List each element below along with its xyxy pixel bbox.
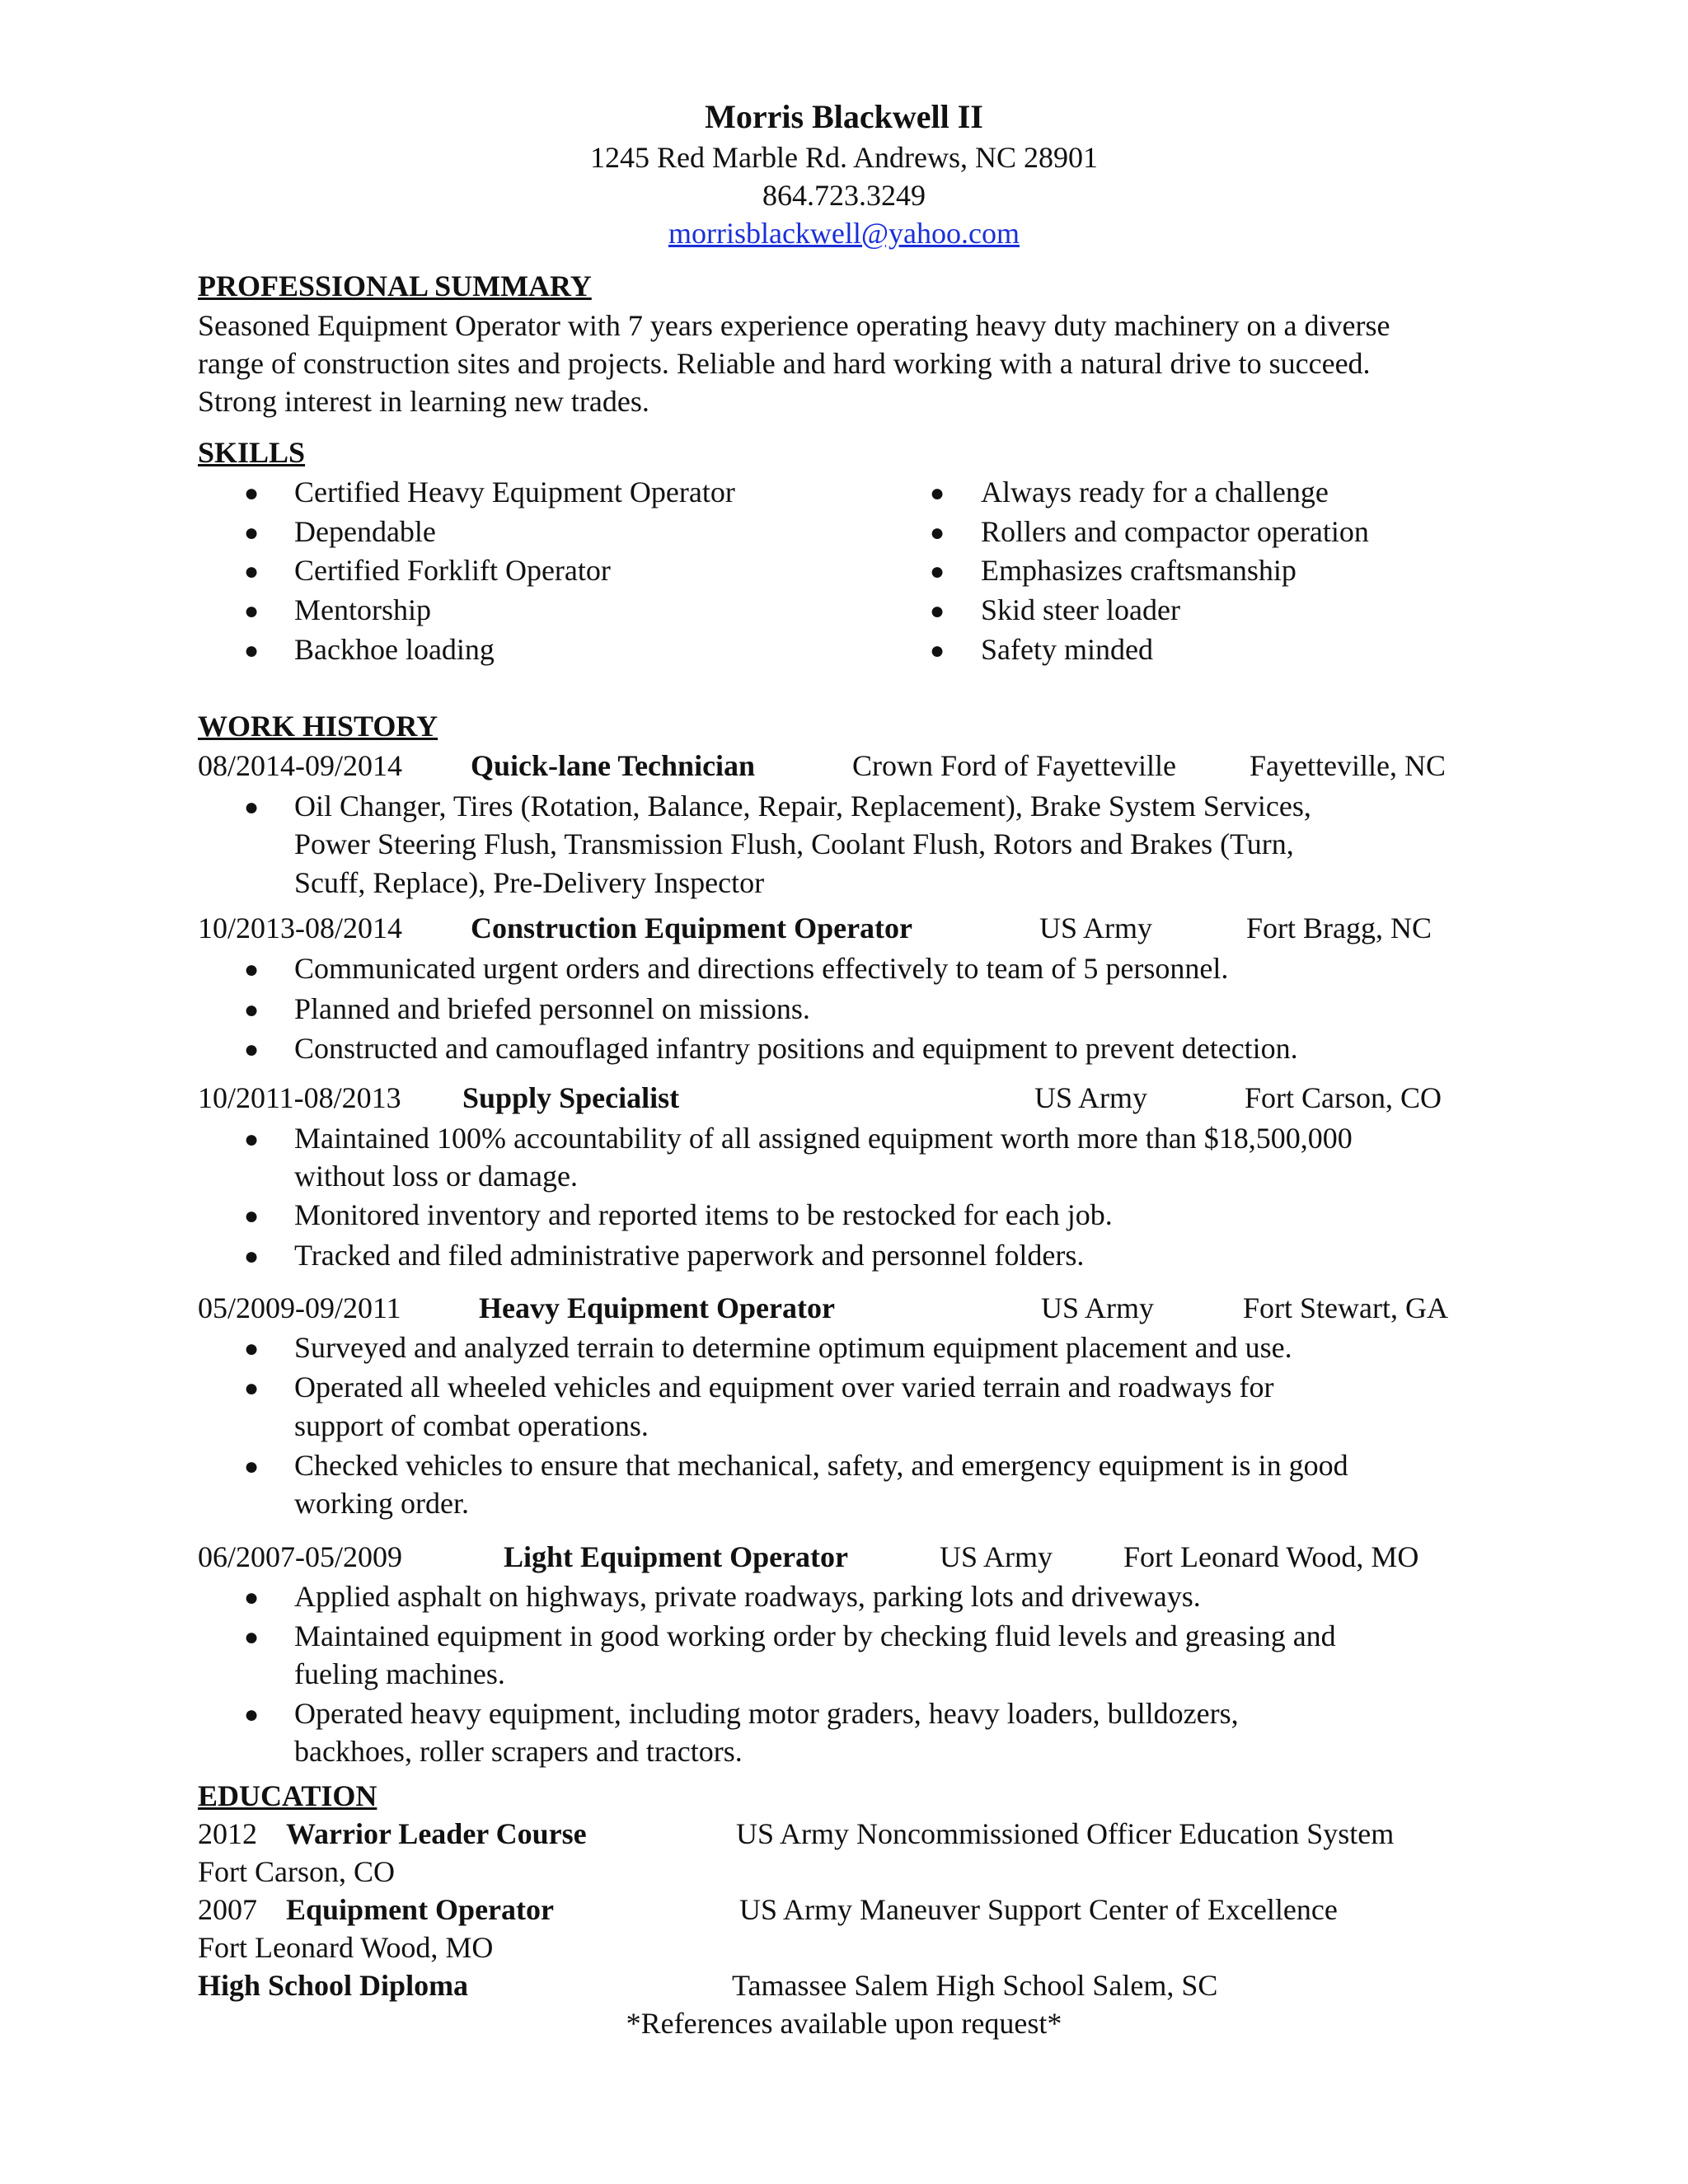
bullet-icon: ● [244,956,260,983]
job-bullet-line: Operated heavy equipment, including motor graders, heavy loaders, bulldozers, [294,1697,1239,1730]
bullet-icon: ● [244,1375,260,1402]
summary-line: Strong interest in learning new trades. [198,385,649,418]
bullet-icon: ● [244,1453,260,1480]
education-credential: High School Diploma [198,1969,469,2002]
job-bullet-line: Oil Changer, Tires (Rotation, Balance, Repair, Replacement), Brake System Services, [294,790,1311,823]
bullet-icon: ● [930,480,945,507]
job-location: Fort Bragg, NC [1246,912,1432,944]
bullet-icon: ● [930,558,945,585]
job-bullet-line: Monitored inventory and reported items to be restocked for each job. [294,1198,1113,1231]
job-bullet-line: Operated all wheeled vehicles and equipment over varied terrain and roadways for [294,1371,1274,1404]
bullet-icon: ● [244,996,260,1024]
candidate-name: Morris Blackwell II [705,98,983,135]
job-bullet-line: fueling machines. [294,1657,505,1690]
education-year: 2007 [198,1893,257,1926]
education-location: Fort Leonard Wood, MO [198,1931,494,1964]
bullet-icon: ● [244,1701,260,1728]
summary-line: Seasoned Equipment Operator with 7 years experience operating heavy duty machinery on a diverse [198,309,1390,342]
phone: 864.723.3249 [762,179,926,212]
job-employer: US Army [1034,1081,1148,1114]
job-title: Supply Specialist [462,1081,680,1114]
job-title: Light Equipment Operator [504,1540,849,1573]
job-bullet-line: Constructed and camouflaged infantry positions and equipment to prevent detection. [294,1032,1298,1065]
education-institution: US Army Maneuver Support Center of Excellence [739,1893,1338,1926]
education-heading: EDUCATION [198,1779,377,1812]
job-bullet-line: Tracked and filed administrative paperwork and personnel folders. [294,1239,1085,1272]
education-credential: Equipment Operator [286,1893,555,1926]
job-bullet-line: without loss or damage. [294,1160,578,1193]
job-bullet-line: Scuff, Replace), Pre-Delivery Inspector [294,866,765,899]
skills-heading: SKILLS [198,436,306,469]
job-bullet-line: Planned and briefed personnel on missions. [294,992,810,1025]
job-employer: Crown Ford of Fayetteville [852,749,1176,782]
job-bullet-line: Applied asphalt on highways, private roadways, parking lots and driveways. [294,1580,1201,1613]
skill-item: Safety minded [981,633,1153,666]
job-employer: US Army [1039,912,1153,944]
bullet-icon: ● [244,558,260,585]
job-location: Fayetteville, NC [1250,749,1446,782]
job-title: Construction Equipment Operator [471,912,913,944]
bullet-icon: ● [244,1202,260,1230]
bullet-icon: ● [244,1243,260,1270]
bullet-icon: ● [930,637,945,664]
skill-item: Backhoe loading [294,633,495,666]
skill-item: Dependable [294,515,436,548]
job-dates: 08/2014-09/2014 [198,749,402,782]
bullet-icon: ● [244,480,260,507]
summary-heading: PROFESSIONAL SUMMARY [198,269,592,302]
education-location: Fort Carson, CO [198,1855,396,1888]
job-bullet-line: Power Steering Flush, Transmission Flush, Coolant Flush, Rotors and Brakes (Turn, [294,827,1294,860]
job-employer: US Army [940,1540,1053,1573]
job-bullet-line: Maintained 100% accountability of all assigned equipment worth more than $18,500,000 [294,1122,1353,1155]
job-bullet-line: backhoes, roller scrapers and tractors. [294,1735,743,1768]
bullet-icon: ● [244,794,260,821]
education-year: 2012 [198,1817,257,1850]
job-bullet-line: working order. [294,1487,469,1520]
job-title: Heavy Equipment Operator [479,1291,835,1324]
bullet-icon: ● [244,1624,260,1651]
email-link[interactable]: morrisblackwell@yahoo.com [668,217,1020,250]
job-bullet-line: support of combat operations. [294,1409,649,1442]
skill-item: Certified Forklift Operator [294,554,611,587]
bullet-icon: ● [244,1036,260,1063]
bullet-icon: ● [244,519,260,546]
skill-item: Mentorship [294,593,431,626]
job-dates: 06/2007-05/2009 [198,1540,402,1573]
job-location: Fort Carson, CO [1245,1081,1442,1114]
job-dates: 05/2009-09/2011 [198,1291,401,1324]
job-dates: 10/2013-08/2014 [198,912,402,944]
references-note: *References available upon request* [626,2007,1062,2040]
bullet-icon: ● [244,637,260,664]
job-bullet-line: Checked vehicles to ensure that mechanical, safety, and emergency equipment is in good [294,1449,1348,1482]
skill-item: Certified Heavy Equipment Operator [294,476,735,509]
email-row [0,216,1688,251]
bullet-icon: ● [244,1126,260,1153]
education-institution: US Army Noncommissioned Officer Education System [736,1817,1395,1850]
summary-line: range of construction sites and projects. Reliable and hard working with a natural drive to succeed. [198,347,1371,380]
job-bullet-line: Communicated urgent orders and directions effectively to team of 5 personnel. [294,952,1229,985]
education-credential: Warrior Leader Course [286,1817,587,1850]
skill-item: Skid steer loader [981,593,1180,626]
skill-item: Always ready for a challenge [981,476,1329,509]
bullet-icon: ● [244,1335,260,1362]
bullet-icon: ● [244,1584,260,1611]
work-heading: WORK HISTORY [198,710,438,743]
job-bullet-line: Surveyed and analyzed terrain to determine optimum equipment placement and use. [294,1331,1292,1364]
bullet-icon: ● [244,598,260,625]
bullet-icon: ● [930,519,945,546]
job-bullet-line: Maintained equipment in good working order by checking fluid levels and greasing and [294,1619,1336,1652]
job-title: Quick-lane Technician [471,749,756,782]
bullet-icon: ● [930,598,945,625]
skill-item: Emphasizes craftsmanship [981,554,1296,587]
address: 1245 Red Marble Rd. Andrews, NC 28901 [590,141,1098,174]
job-employer: US Army [1041,1291,1155,1324]
skill-item: Rollers and compactor operation [981,515,1369,548]
job-location: Fort Stewart, GA [1243,1291,1448,1324]
job-location: Fort Leonard Wood, MO [1123,1540,1419,1573]
education-institution: Tamassee Salem High School Salem, SC [732,1969,1218,2002]
job-dates: 10/2011-08/2013 [198,1081,401,1114]
